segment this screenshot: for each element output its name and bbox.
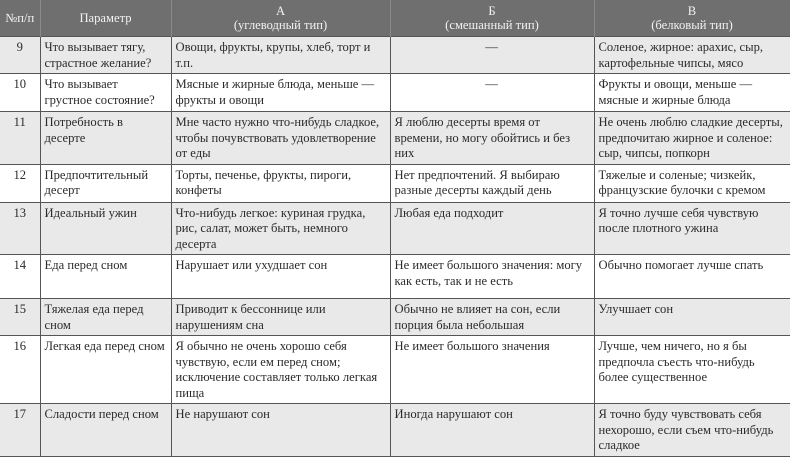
row-parameter: Предпочтительный десерт xyxy=(40,164,171,202)
cell-type-a: Овощи, фрукты, крупы, хлеб, торт и т.п. xyxy=(171,37,390,74)
header-type-b-subtitle: (смешанный тип) xyxy=(445,18,539,32)
row-number: 13 xyxy=(0,202,40,255)
table-row xyxy=(0,404,790,457)
header-type-v xyxy=(594,0,790,37)
header-type-v-title: В xyxy=(687,4,697,18)
cell-type-v: Лучше, чем ничего, но я бы предпочла съесть что-нибудь более существенное xyxy=(594,336,790,404)
header-type-a-subtitle: (углеводный тип) xyxy=(233,18,328,32)
header-type-v-subtitle: (белковый тип) xyxy=(651,18,733,32)
cell-type-b: — xyxy=(390,37,594,74)
row-parameter: Что вызывает тягу, страстное желание? xyxy=(40,37,171,74)
cell-type-b: Обычно не влияет на сон, если порция была небольшая xyxy=(390,299,594,336)
header-number: №п/п xyxy=(0,0,40,37)
cell-type-b: Не имеет большого значения: могу как есть, так и не есть xyxy=(390,255,594,299)
cell-type-b: — xyxy=(390,74,594,112)
header-type-a-title: А xyxy=(275,4,286,18)
cell-type-a: Мясные и жирные блюда, меньше — фрукты и овощи xyxy=(171,74,390,112)
table-row xyxy=(0,74,790,112)
cell-type-v: Тяжелые и соленые; чизкейк, французские булочки с кремом xyxy=(594,164,790,202)
cell-type-b: Иногда нарушают сон xyxy=(390,404,594,457)
row-number: 11 xyxy=(0,112,40,165)
header-type-b-title: Б xyxy=(488,4,496,18)
cell-type-b: Нет предпочтений. Я выбираю разные десерты каждый день xyxy=(390,164,594,202)
header-parameter: Параметр xyxy=(40,0,171,37)
row-parameter: Еда перед сном xyxy=(40,255,171,299)
row-number: 15 xyxy=(0,299,40,336)
table-row xyxy=(0,255,790,299)
cell-type-a: Мне часто нужно что-нибудь сладкое, чтобы почувствовать удовлетворение от еды xyxy=(171,112,390,165)
cell-type-b: Любая еда подходит xyxy=(390,202,594,255)
table-row xyxy=(0,202,790,255)
table-row xyxy=(0,299,790,336)
cell-type-a: Я обычно не очень хорошо себя чувствую, если ем перед сном; исключение составляет только легкая пища xyxy=(171,336,390,404)
row-number: 12 xyxy=(0,164,40,202)
row-parameter: Легкая еда перед сном xyxy=(40,336,171,404)
row-number: 9 xyxy=(0,37,40,74)
cell-type-v: Фрукты и овощи, меньше — мясные и жирные блюда xyxy=(594,74,790,112)
table-row xyxy=(0,336,790,404)
row-parameter: Сладости перед сном xyxy=(40,404,171,457)
cell-type-a: Не нарушают сон xyxy=(171,404,390,457)
row-parameter: Идеальный ужин xyxy=(40,202,171,255)
header-type-a xyxy=(171,0,390,37)
cell-type-v: Улучшает сон xyxy=(594,299,790,336)
cell-type-a: Нарушает или ухудшает сон xyxy=(171,255,390,299)
cell-type-a: Приводит к бессоннице или нарушениям сна xyxy=(171,299,390,336)
cell-type-b: Я люблю десерты время от времени, но могу обойтись и без них xyxy=(390,112,594,165)
row-parameter: Потребность в десерте xyxy=(40,112,171,165)
cell-type-a: Что-нибудь легкое: куриная грудка, рис, салат, может быть, немного десерта xyxy=(171,202,390,255)
table-row xyxy=(0,112,790,165)
cell-type-v: Я точно лучше себя чувствую после плотного ужина xyxy=(594,202,790,255)
table-row xyxy=(0,37,790,74)
cell-type-v: Я точно буду чувствовать себя нехорошо, если съем что-нибудь сладкое xyxy=(594,404,790,457)
cell-type-v: Не очень люблю сладкие десерты, предпочитаю жирное и соленое: сыр, чипсы, попкорн xyxy=(594,112,790,165)
row-number: 16 xyxy=(0,336,40,404)
table-header-row xyxy=(0,0,790,37)
row-parameter: Тяжелая еда перед сном xyxy=(40,299,171,336)
row-number: 14 xyxy=(0,255,40,299)
cell-type-v: Соленое, жирное: арахис, сыр, картофельные чипсы, мясо xyxy=(594,37,790,74)
row-number: 17 xyxy=(0,404,40,457)
table-row xyxy=(0,164,790,202)
cell-type-a: Торты, печенье, фрукты, пироги, конфеты xyxy=(171,164,390,202)
row-parameter: Что вызывает грустное состояние? xyxy=(40,74,171,112)
cell-type-v: Обычно помогает лучше спать xyxy=(594,255,790,299)
header-type-b xyxy=(390,0,594,37)
cell-type-b: Не имеет большого значения xyxy=(390,336,594,404)
row-number: 10 xyxy=(0,74,40,112)
